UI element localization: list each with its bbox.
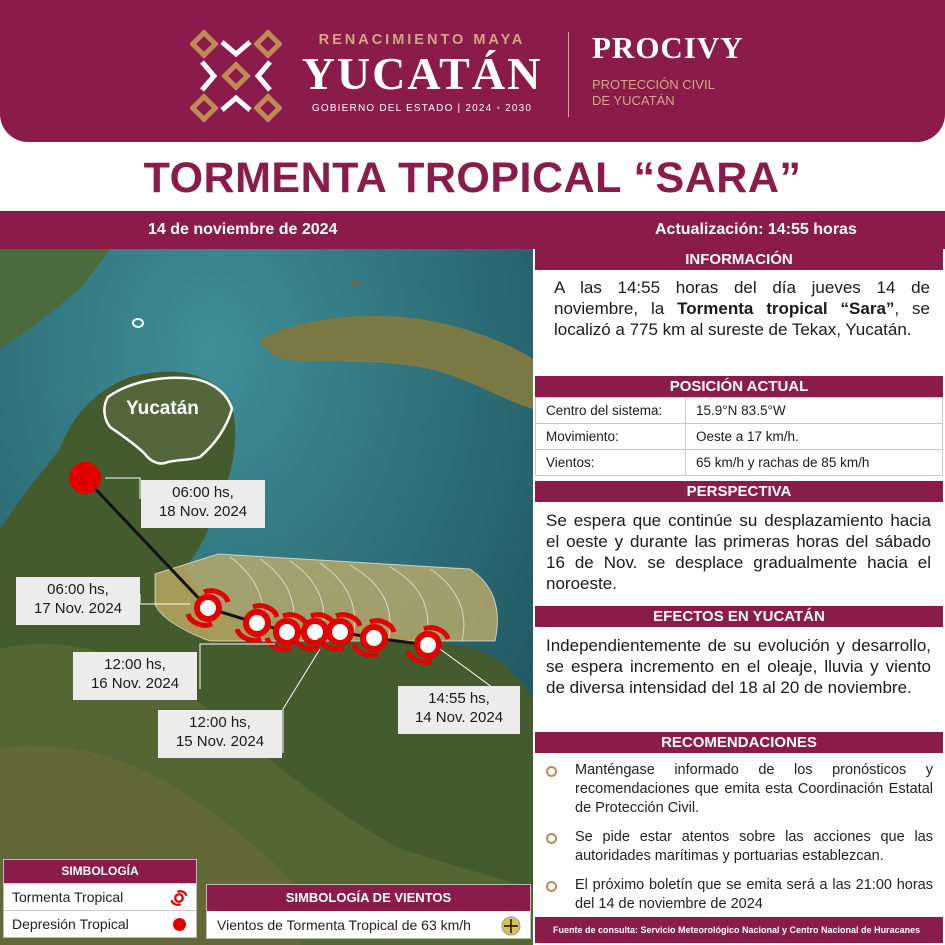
info-text-start: A las 14:55 horas del día jueves 14 de noviembre, la [554,278,930,318]
source-footer: Fuente de consulta: Servicio Meteorológico Nacional y Centro Nacional de Huracanes [535,917,943,943]
position-key: Centro del sistema: [536,398,686,424]
red-dot-icon [69,462,101,494]
track-callout-15-nov [158,710,282,758]
agency-subtitle-line-2: DE YUCATÁN [592,93,675,108]
section-header-position: POSICIÓN ACTUAL [535,376,943,397]
update-time: Actualización: 14:55 horas [655,221,857,238]
callout-date: 14 Nov. 2024 [414,709,504,726]
page-title: TORMENTA TROPICAL “SARA” [143,154,802,202]
callout-date: 15 Nov. 2024 [175,733,265,750]
brand-subtitle: GOBIERNO DEL ESTADO | 2024 ◦ 2030 [311,103,533,114]
section-header-info: INFORMACIÓN [535,249,943,270]
storm-track-map [0,249,533,945]
brand-tagline: RENACIMIENTO MAYA [318,32,526,48]
storm-name-bold: Tormenta tropical “Sara” [677,299,895,318]
callout-time: 14:55 hs, [428,690,490,707]
wind-legend-title: SIMBOLOGÍA DE VIENTOS [207,885,530,911]
position-value: 15.9°N 83.5°W [686,398,943,424]
table-row [536,424,943,450]
callout-time: 12:00 hs, [104,656,166,673]
recommendation-text: Manténgase informado de los pronósticos y recomendaciones que emita esta Coordinación Estatal de Protección Civil. [575,762,933,816]
section-header-perspective: PERSPECTIVA [535,481,943,502]
table-row [536,450,943,476]
wind-field-icon [500,915,522,937]
list-item [543,876,933,914]
symbology-legend [3,859,197,938]
callout-date: 18 Nov. 2024 [158,503,248,520]
track-callout-17-nov [16,577,140,625]
recommendation-text: El próximo boletín que se emita será a las 21:00 horas del 14 de noviembre de 2024 [575,877,933,912]
position-key: Movimiento: [536,424,686,450]
brand-name: YUCATÁN [301,48,543,99]
bullet-icon [546,766,557,777]
wind-legend-row [207,911,530,939]
report-date: 14 de noviembre de 2024 [148,221,338,238]
track-callout-16-nov [73,652,197,700]
table-row [536,398,943,424]
info-text-end: , se localizó a 775 km al sureste de Tekax, Yucatán. [554,299,931,339]
recommendation-text: Se pide estar atentos sobre las acciones que las autoridades marítimas y portuarias establezcan. [575,829,933,864]
callout-time: 06:00 hs, [47,581,109,598]
agency-name: PROCIVY [592,30,744,65]
legend-row-depression [4,910,196,937]
position-key: Vientos: [536,450,686,476]
legend-depression-label: Depresión Tropical [12,916,129,932]
track-callout-18-nov [141,480,265,528]
effects-text: Independientemente de su evolución y desarrollo, se espera incremento en el oleaje, lluvia y viento de diversa intensidad del 18 al 20 de noviembre. [546,636,931,697]
recommendations-list [543,761,933,924]
callout-date: 16 Nov. 2024 [90,675,180,692]
position-table [535,397,943,476]
wind-symbology-legend [206,884,531,939]
info-panel [533,249,945,945]
bullet-icon [546,833,557,844]
wind-legend-label: Vientos de Tormenta Tropical de 63 km/h [217,917,471,933]
section-header-recommendations: RECOMENDACIONES [535,732,943,753]
list-item [543,761,933,818]
perspective-text: Se espera que continúe su desplazamiento hacia el oeste y durante las primeras horas del sábado 16 de Nov. se desplace gradualmente hacia el noroeste. [546,511,931,593]
agency-subtitle-line-1: PROTECCIÓN CIVIL [592,77,715,92]
position-value: Oeste a 17 km/h. [686,424,943,450]
callout-date: 17 Nov. 2024 [33,600,123,617]
section-header-effects: EFECTOS EN YUCATÁN [535,606,943,627]
agency-subtitle [592,77,715,109]
red-dot-icon [173,918,186,931]
yucatan-label: Yucatán [126,398,199,419]
tropical-storm-icon [170,889,188,907]
legend-storm-label: Tormenta Tropical [12,889,124,905]
yucatan-logo-icon [190,30,282,122]
list-item [543,828,933,866]
callout-time: 12:00 hs, [189,714,251,731]
position-value: 65 km/h y rachas de 85 km/h [686,450,943,476]
info-text [554,277,930,340]
header-divider [568,32,569,117]
legend-row-storm [4,883,196,910]
date-bar [0,211,945,249]
bullet-icon [546,881,557,892]
header-banner [0,0,945,142]
track-callout-14-nov [398,686,520,734]
legend-title: SIMBOLOGÍA [4,860,196,883]
callout-time: 06:00 hs, [172,484,234,501]
